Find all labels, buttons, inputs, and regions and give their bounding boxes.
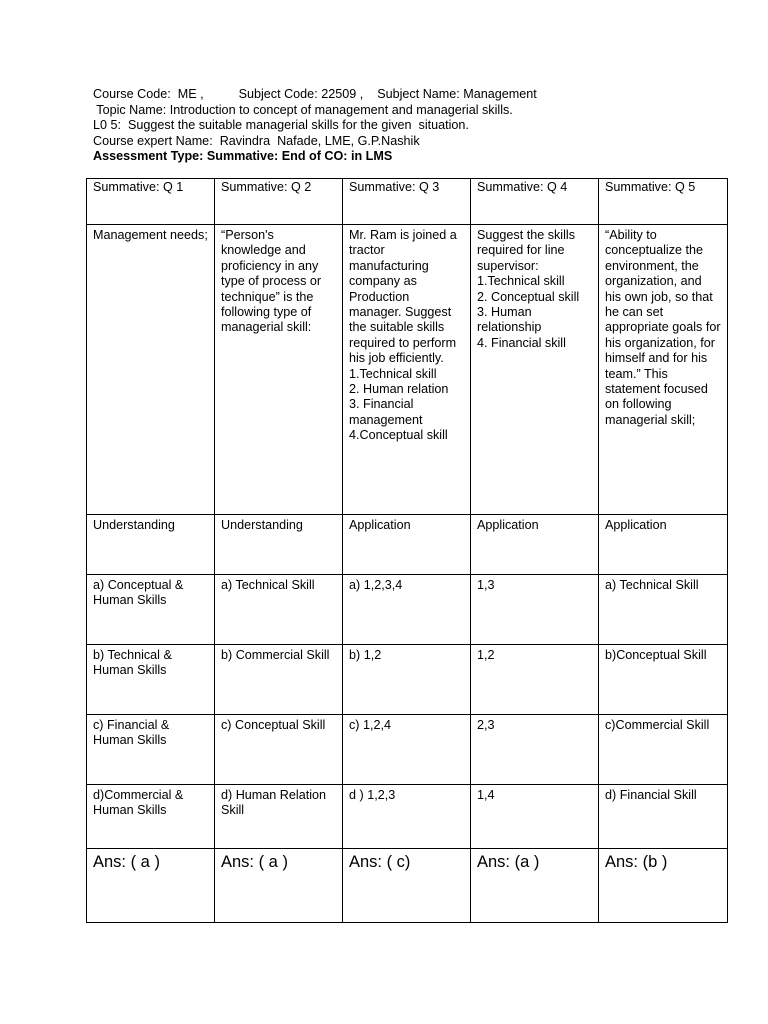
option-d-q1: d)Commercial & Human Skills	[87, 785, 215, 849]
question-text: Mr. Ram is joined a tractor manufacturing company as Production manager. Suggest the suitable skills required to perform his job efficiently. 1.Technical skill 2. Human relation 3. Financial management 4.Conceptual skill	[349, 228, 457, 443]
option-d-q5: d) Financial Skill	[599, 785, 728, 849]
question-q3	[343, 225, 471, 515]
learning-outcome-line: L0 5: Suggest the suitable managerial skills for the given situation.	[93, 118, 469, 132]
option-a-q4: 1,3	[471, 575, 599, 645]
option-b-q4: 1,2	[471, 645, 599, 715]
level-q1: Understanding	[87, 515, 215, 575]
option-c-q3: c) 1,2,4	[343, 715, 471, 785]
option-b-q5: b)Conceptual Skill	[599, 645, 728, 715]
option-a-row	[87, 575, 728, 645]
question-q4	[471, 225, 599, 515]
topic-name-line: Topic Name: Introduction to concept of management and managerial skills.	[93, 102, 513, 117]
question-text: Suggest the skills required for line supervisor: 1.Technical skill 2. Conceptual skill 3. Human relationship 4. Financial skill	[477, 228, 580, 350]
column-header-row	[87, 179, 728, 225]
option-a-q1: a) Conceptual & Human Skills	[87, 575, 215, 645]
answer-q4: Ans: (a )	[471, 849, 599, 923]
option-c-q4: 2,3	[471, 715, 599, 785]
option-c-row	[87, 715, 728, 785]
answer-q5: Ans: (b )	[599, 849, 728, 923]
option-a-q2: a) Technical Skill	[215, 575, 343, 645]
assessment-table	[86, 178, 728, 923]
column-header-q5: Summative: Q 5	[599, 179, 728, 225]
level-q2: Understanding	[215, 515, 343, 575]
question-text: “Ability to conceptualize the environment, the organization, and his own job, so that he can set appropriate goals for his organization, for himself and for his team.” This statement focused on following managerial skill;	[605, 228, 721, 427]
option-c-q2: c) Conceptual Skill	[215, 715, 343, 785]
column-header-q1: Summative: Q 1	[87, 179, 215, 225]
question-q2	[215, 225, 343, 515]
course-info-line: Course Code: ME , Subject Code: 22509 , Subject Name: Management	[93, 87, 537, 101]
answer-row	[87, 849, 728, 923]
question-row	[87, 225, 728, 515]
course-expert-line: Course expert Name: Ravindra Nafade, LME, G.P.Nashik	[93, 133, 420, 148]
level-q4: Application	[471, 515, 599, 575]
answer-q2: Ans: ( a )	[215, 849, 343, 923]
column-header-q2: Summative: Q 2	[215, 179, 343, 225]
option-b-q2: b) Commercial Skill	[215, 645, 343, 715]
option-a-q5: a) Technical Skill	[599, 575, 728, 645]
option-d-q3: d ) 1,2,3	[343, 785, 471, 849]
question-text: “Person's knowledge and proficiency in any type of process or technique” is the following type of managerial skill:	[221, 228, 322, 335]
option-b-row	[87, 645, 728, 715]
cognitive-level-row	[87, 515, 728, 575]
option-c-q1: c) Financial & Human Skills	[87, 715, 215, 785]
option-a-q3: a) 1,2,3,4	[343, 575, 471, 645]
level-q5: Application	[599, 515, 728, 575]
option-b-q1: b) Technical & Human Skills	[87, 645, 215, 715]
option-d-q4: 1,4	[471, 785, 599, 849]
question-q5	[599, 225, 728, 515]
option-c-q5: c)Commercial Skill	[599, 715, 728, 785]
answer-q3: Ans: ( c)	[343, 849, 471, 923]
question-text: Management needs;	[93, 228, 208, 242]
answer-q1: Ans: ( a )	[87, 849, 215, 923]
column-header-q4: Summative: Q 4	[471, 179, 599, 225]
assessment-type-line: Assessment Type: Summative: End of CO: in LMS	[93, 149, 393, 163]
level-q3: Application	[343, 515, 471, 575]
document-header	[93, 87, 733, 165]
option-d-q2: d) Human Relation Skill	[215, 785, 343, 849]
option-b-q3: b) 1,2	[343, 645, 471, 715]
question-q1	[87, 225, 215, 515]
option-d-row	[87, 785, 728, 849]
column-header-q3: Summative: Q 3	[343, 179, 471, 225]
